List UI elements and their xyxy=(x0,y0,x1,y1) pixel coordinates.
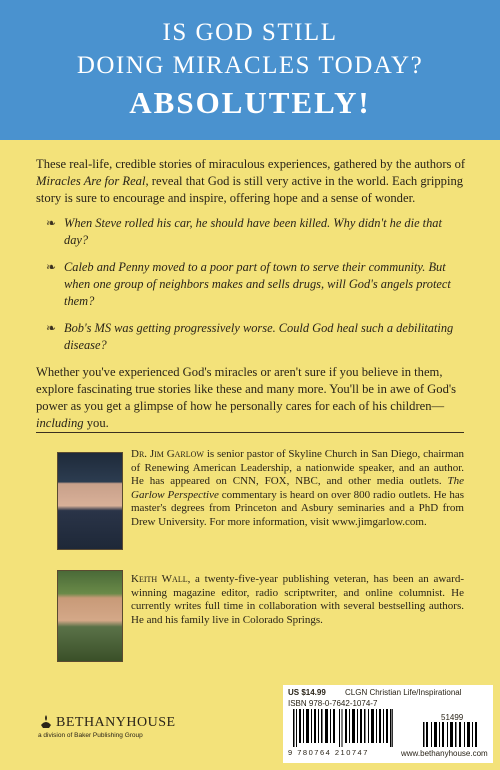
fleuron-bullet-icon: ❧ xyxy=(46,321,57,335)
isbn-barcode xyxy=(293,709,393,747)
program-title: The Garlow Perspective xyxy=(131,475,464,501)
book-title-reference: Miracles Are for Real xyxy=(36,174,146,188)
author-name: Keith Wall xyxy=(131,573,188,585)
intro-paragraph xyxy=(36,156,466,207)
author-photo-keith-wall xyxy=(57,570,123,662)
author-bio-keith-wall xyxy=(131,573,464,627)
description xyxy=(36,156,466,432)
publisher-division: a division of Baker Publishing Group xyxy=(38,732,143,739)
headline-line-1: IS GOD STILL xyxy=(162,19,338,46)
intro-text: These real-life, credible stories of miraculous experiences, gathered by the authors of xyxy=(36,157,466,171)
addon-barcode xyxy=(423,722,479,747)
author-bio-jim-garlow xyxy=(131,448,464,530)
lamp-icon xyxy=(38,713,54,731)
list-item xyxy=(36,320,466,354)
barcode-digits: 9 780764 210747 xyxy=(288,748,369,757)
outro-text-end: you. xyxy=(83,416,109,430)
isbn: ISBN 978-0-7642-1074-7 xyxy=(288,699,378,708)
author-bio-text: , a twenty-five-year publishing veteran, has been an award-winning magazine editor, radio scriptwriter, and online columnist. He currently writes full time in collaboration with several bestselling authors. He and his family live in Colorado Springs. xyxy=(131,573,464,626)
publisher-logo xyxy=(38,715,176,739)
story-text: When Steve rolled his car, he should have been killed. Why didn't he die that day? xyxy=(64,216,442,247)
author-name: Dr. Jim Garlow xyxy=(131,448,204,460)
author-bio-text-end: commentary is heard on over 800 radio outlets. He has master's degrees from Princeton and Asbury seminaries and a PhD from Drew University. For more information, visit www.jimgarlow.com. xyxy=(131,488,464,528)
headline-line-2: DOING MIRACLES TODAY? xyxy=(76,52,424,79)
list-item xyxy=(36,215,466,249)
outro-text: Whether you've experienced God's miracles or aren't sure if you believe in them, explore fascinating true stories like these and many more. You'll be in awe of God's power as you get a glimpse of how he personally cares for each of his children— xyxy=(36,365,457,413)
story-text: Bob's MS was getting progressively worse. Could God heal such a debilitating disease? xyxy=(64,321,454,352)
headline-line-3: ABSOLUTELY! xyxy=(129,85,371,120)
price-addon-code: 51499 xyxy=(441,713,464,722)
category-code: CLGN Christian Life/Inspirational xyxy=(345,688,462,697)
headline-banner xyxy=(0,0,500,140)
list-item xyxy=(36,259,466,310)
closing-paragraph xyxy=(36,364,466,432)
price: US $14.99 xyxy=(288,688,326,697)
story-list xyxy=(36,215,466,354)
divider xyxy=(36,432,464,433)
publisher-website: www.bethanyhouse.com xyxy=(401,749,488,758)
outro-emphasis: including xyxy=(36,416,84,430)
barcode-panel xyxy=(283,685,493,763)
author-photo-jim-garlow xyxy=(57,452,123,550)
story-text: Caleb and Penny moved to a poor part of town to serve their community. But when one group of neighbors makes and sells drugs, will God's angels protect them? xyxy=(64,260,451,308)
intro-text-end: , reveal that God is still very active in the world. Each gripping story is sure to encourage and inspire, offering hope and a sense of wonder. xyxy=(36,174,464,205)
fleuron-bullet-icon: ❧ xyxy=(46,260,57,274)
fleuron-bullet-icon: ❧ xyxy=(46,216,57,230)
author-bio-text: is senior pastor of Skyline Church in San Diego, chairman of Renewing American Leadership, a nationwide speaker, and an author. He has appeared on CNN, FOX, NBC, and other media outlets. xyxy=(131,448,464,488)
publisher-name: BETHANYHOUSE xyxy=(56,715,176,730)
